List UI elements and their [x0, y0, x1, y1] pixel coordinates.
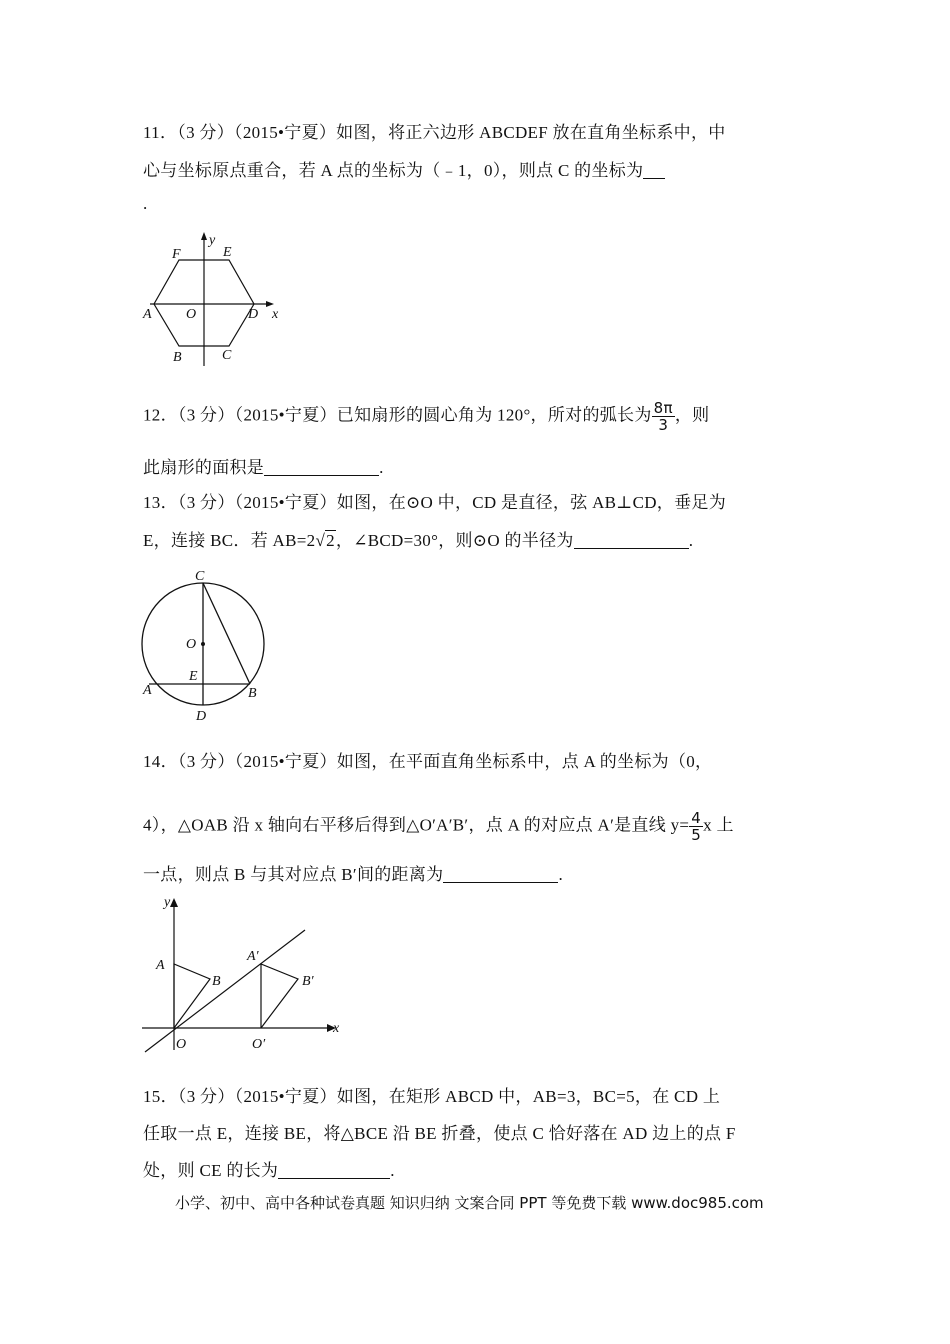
q11-label-F: F	[172, 247, 181, 262]
q14-line3	[143, 860, 563, 885]
q11-label-E: E	[223, 245, 232, 260]
q13-label-B: B	[248, 686, 257, 701]
q14-label-O: O	[176, 1037, 187, 1052]
q12-line2-end: .	[379, 458, 384, 477]
q13-label-O: O	[186, 637, 197, 652]
q13-sqrt: √2	[315, 531, 335, 550]
q14-translation-figure	[140, 892, 350, 1062]
q11-label-B: B	[173, 350, 182, 365]
q13-label-E: E	[189, 669, 198, 684]
q13-line2-mid: ，∠BCD=30°，则⊙O 的半径为	[335, 531, 574, 550]
q13-line1: 13．（3 分）（2015•宁夏）如图，在⊙O 中，CD 是直径，弦 AB⊥CD，垂足为	[143, 493, 727, 512]
q13-circle-figure	[138, 566, 273, 726]
q15-line3-text: 处，则 CE 的长为	[143, 1161, 279, 1180]
q14-frac-num: 4	[691, 809, 702, 827]
q15-answer-blank[interactable]	[278, 1160, 390, 1179]
q11-label-O: O	[186, 307, 197, 322]
q14-fraction	[689, 810, 703, 843]
q11-line1: 11．（3 分）（2015•宁夏）如图，将正六边形 ABCDEF 放在直角坐标系中，中	[143, 123, 726, 142]
q12-frac-den: 3	[658, 416, 669, 434]
q13-answer-blank[interactable]	[574, 530, 689, 549]
q11-label-x: x	[272, 307, 279, 322]
footer-text: 小学、初中、高中各种试卷真题 知识归纳 文案合同 PPT 等免费下载 www.doc985.com	[175, 1194, 764, 1212]
q11-line2	[143, 156, 665, 181]
q14-label-B-prime: B′	[302, 974, 314, 989]
q11-answer-blank[interactable]	[643, 160, 665, 179]
q11-line2-text: 心与坐标原点重合，若 A 点的坐标为（﹣1，0），则点 C 的坐标为	[143, 161, 644, 180]
q15-line2: 任取一点 E，连接 BE，将△BCE 沿 BE 折叠，使点 C 恰好落在 AD 边上的点 F	[143, 1124, 736, 1143]
q13-line2-end: .	[688, 531, 694, 550]
q13-label-C: C	[195, 569, 205, 584]
q15-line3-end: .	[390, 1161, 395, 1180]
q11-label-C: C	[222, 348, 232, 363]
q14-label-B: B	[212, 974, 221, 989]
q11-label-D: D	[248, 307, 259, 322]
q14-label-A-prime: A′	[247, 949, 259, 964]
q12-line2-text: 此扇形的面积是	[143, 458, 265, 477]
q15-line1: 15．（3 分）（2015•宁夏）如图，在矩形 ABCD 中，AB=3，BC=5，在 CD 上	[143, 1087, 721, 1106]
q13-label-A: A	[143, 683, 152, 698]
q14-line2	[143, 810, 734, 843]
q15-line3	[143, 1156, 395, 1181]
q12-frac-num: 8π	[653, 399, 673, 417]
q11-line3: .	[143, 194, 148, 213]
q12-line1-text: 12．（3 分）（2015•宁夏）已知扇形的圆心角为 120°，所对的弧长为	[143, 405, 652, 425]
q13-sqrt-radicand: 2	[326, 531, 335, 550]
q12-answer-blank[interactable]	[264, 457, 379, 476]
q14-label-O-prime: O′	[252, 1037, 266, 1052]
q14-line1: 14．（3 分）（2015•宁夏）如图，在平面直角坐标系中，点 A 的坐标为（0，	[143, 752, 713, 771]
q14-line3-end: .	[558, 865, 564, 884]
q11-label-y: y	[209, 233, 216, 248]
q14-line3-text: 一点，则点 B 与其对应点 B′间的距离为	[143, 865, 444, 884]
q11-hexagon-figure	[140, 228, 290, 368]
q14-line2-end: x 上	[703, 815, 734, 835]
q12-fraction	[652, 400, 675, 433]
q13-label-D: D	[196, 709, 207, 724]
q13-line2	[143, 526, 693, 551]
q14-label-x: x	[333, 1021, 340, 1036]
q14-label-A: A	[156, 958, 165, 973]
q14-frac-den: 5	[691, 826, 702, 844]
q14-answer-blank[interactable]	[443, 864, 558, 883]
q12-line1-end: ，则	[674, 405, 710, 425]
q13-line2-text: E，连接 BC．若 AB=2	[143, 531, 316, 550]
q12-line1	[143, 400, 709, 433]
q14-label-y: y	[164, 895, 171, 910]
q11-label-A: A	[143, 307, 152, 322]
q12-line2	[143, 453, 384, 478]
q14-line2-text: 4），△OAB 沿 x 轴向右平移后得到△O′A′B′，点 A 的对应点 A′是直线 y=	[143, 815, 690, 835]
